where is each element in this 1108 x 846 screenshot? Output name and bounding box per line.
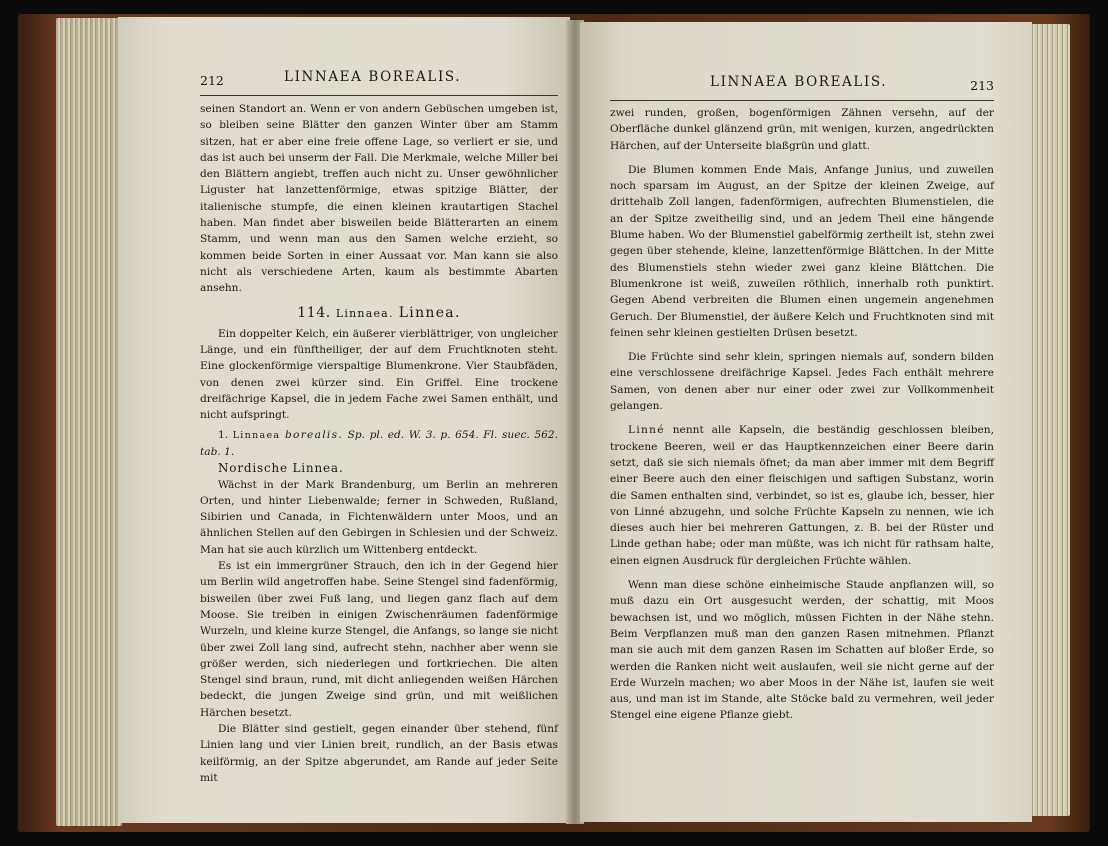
left-paragraph-1: seinen Standort an. Wenn er von andern Gebüschen umgeben ist, so bleiben seine Blätter den ganzen Winter über am Stamm sitzen, hat er aber eine freie offene Lage, so verliert er sie, und das ist auch bei unserm der Fall. Die Merkmale, welche Miller bei den Blättern angiebt, treffen auch nicht zu. Unser gewöhnlicher Liguster hat lanzettenförmige, etwas spitzige Blätter, der italienische stumpfe, die einen kleinen krautartigen Stachel haben. Man findet aber bisweilen beide Blätterarten an einem Stamm, und wenn man aus den Samen welche erzieht, so kommen beide Sorten in einer Aussaat vor. Man kann sie also nicht als verschiedene Arten, kaum als bestimmte Abarten ansehn. <box>200 103 558 295</box>
genus-description: Ein doppelter Kelch, ein äußerer vierblättriger, von ungleicher Länge, und ein fünftheiliger, der auf dem Fruchtknoten steht. Eine glockenförmige vierspaltige Blumenkrone. Vier Staubfäden, von denen zwei kürzer sind. Ein Griffel. Eine trockene dreifächrige Kapsel, die in jedem Fache zwei Samen enthält, und nicht aufspringt. <box>200 327 558 422</box>
right-page-header <box>610 74 994 96</box>
section-heading <box>200 305 558 322</box>
right-running-head: LINNAEA BOREALIS. <box>710 74 888 90</box>
left-running-head: LINNAEA BOREALIS. <box>284 69 462 85</box>
page-edges-left <box>56 18 122 826</box>
left-paragraph-habitat: Wächst in der Mark Brandenburg, um Berlin an mehreren Orten, und hinter Liebenwalde; ferner in Schweden, Rußland, Sibirien und Canada, in Fichtenwäldern unter Moos, und an ähnlichen Stellen auf den Gebirgen in Schlesien und der Schweiz. Man hat sie auch kürzlich um Wittenberg entdeckt. <box>200 478 558 556</box>
left-paragraph-leaves: Die Blätter sind gestielt, gegen einander über stehend, fünf Linien lang und vier Linien breit, rundlich, an der Basis etwas keilförmig, an der Spitze abgerundet, am Rande auf jeder Seite mit <box>200 722 558 784</box>
section-genus: Linnaea. <box>335 306 394 320</box>
species-ref-citation: Sp. pl. ed. W. 3. p. 654. Fl. suec. 562. tab. 1. <box>200 428 558 458</box>
left-paragraph-description: Es ist ein immergrüner Strauch, den ich in der Gegend hier um Berlin wild angetroffen habe. Seine Stengel sind fadenförmig, bisweilen über zwei Fuß lang, und liegen ganz flach auf dem Moose. Sie treiben in einigen Zwischenräumen fadenförmige Wurzeln, und kleine kurze Stengel, die Anfangs, so lange sie nicht über zwei Zoll lang sind, aufrecht stehn, nachher aber wenn sie größer werden, sich niederlegen und fortkriechen. Die alten Stengel sind braun, rund, mit dicht anliegenden weißen Härchen bedeckt, die jungen Zweige sind grün, und mit weißlichen Härchen besetzt. <box>200 560 558 719</box>
left-page-header <box>200 69 560 91</box>
common-name: Nordische Linnea. <box>218 461 344 476</box>
left-header-rule <box>200 95 558 96</box>
author-name: Linné <box>628 424 665 437</box>
species-ref-genus: Linnaea <box>232 429 281 441</box>
left-page-body <box>200 101 558 786</box>
species-ref-species: borealis. <box>284 428 344 441</box>
right-page-number: 213 <box>970 78 994 93</box>
right-paragraph-flowers: Die Blumen kommen Ende Mais, Anfange Junius, und zuweilen noch sparsam im August, an der Spitze der kleinen Zweige, auf drittehalb Zoll langen, fadenförmigen, aufrechten Blumenstielen, die an der Spitze zweitheilig sind, und an jedem Theil eine hängende Blume haben. Wo der Blumenstiel gabelförmig zertheilt ist, stehn zwei gegen über stehende, kleine, lanzettenförmige Blättchen. In der Mitte des Blumenstiels stehn wieder zwei ganz kleine Blättchen. Die Blumenkrone ist weiß, zuweilen röthlich, innerhalb roth punktirt. Gegen Abend verbreiten die Blumen einen ungemein angenehmen Geruch. Der Blumenstiel, der äußere Kelch und Fruchtknoten sind mit feinen sehr kleinen gestielten Drüsen besetzt. <box>610 163 994 339</box>
species-ref-number: 1. <box>218 428 229 441</box>
section-number: 114. <box>297 304 331 321</box>
left-page <box>118 17 570 823</box>
section-name: Linnea. <box>398 304 461 321</box>
right-paragraph-linne <box>610 422 994 569</box>
right-paragraph-1: zwei runden, großen, bogenförmigen Zähnen versehn, auf der Oberfläche dunkel glänzend grün, mit wenigen, kurzen, angedrückten Härchen, auf der Unterseite blaßgrün und glatt. <box>610 107 994 152</box>
species-reference <box>200 427 558 461</box>
left-page-number: 212 <box>200 73 224 88</box>
right-paragraph-cultivation: Wenn man diese schöne einheimische Staude anpflanzen will, so muß dazu ein Ort ausgesucht werden, der schattig, mit Moos bewachsen ist, und wo möglich, müssen Fichten in der Nähe stehn. Beim Verpflanzen muß man den ganzen Rasen mitnehmen. Pflanzt man sie auch mit dem ganzen Rasen im Schatten auf bloßer Erde, so werden die Ranken nicht weit auslaufen, weil sie nicht gerne auf der Erde Wurzeln machen; wo aber Moos in der Nähe ist, laufen sie weit aus, und man ist im Stande, alte Stöcke bald zu vermehren, weil jeder Stengel eine eigene Pflanze giebt. <box>610 579 994 722</box>
page-edges-right <box>1030 24 1070 816</box>
right-page-body <box>610 105 994 724</box>
right-paragraph-linne-text: nennt alle Kapseln, die beständig geschlossen bleiben, trockene Beeren, weil er das Hauptkennzeichen einer Beere darin setzt, daß sie sich niemals öfnet; da man aber immer mit dem Begriff einer Beere auch den einer fleischigen und saftigen Substanz, worin die Samen enthalten sind, verbindet, so ist es, glaube ich, besser, hier von Linné abzugehn, und solche Früchte Kapseln zu nennen, wie ich dieses auch hier bei mehreren Gattungen, z. B. bei der Rüster und Linde gethan habe; oder man müßte, was ich nicht für rathsam halte, einen eignen Ausdruck für dergleichen Früchte wählen. <box>610 424 994 567</box>
right-header-rule <box>610 100 994 101</box>
right-page <box>580 22 1032 822</box>
right-paragraph-fruits: Die Früchte sind sehr klein, springen niemals auf, sondern bilden eine verschlossene dreifächrige Kapsel. Jedes Fach enthält mehrere Samen, von denen aber nur einer oder zwei zur Vollkommenheit gelangen. <box>610 351 994 413</box>
